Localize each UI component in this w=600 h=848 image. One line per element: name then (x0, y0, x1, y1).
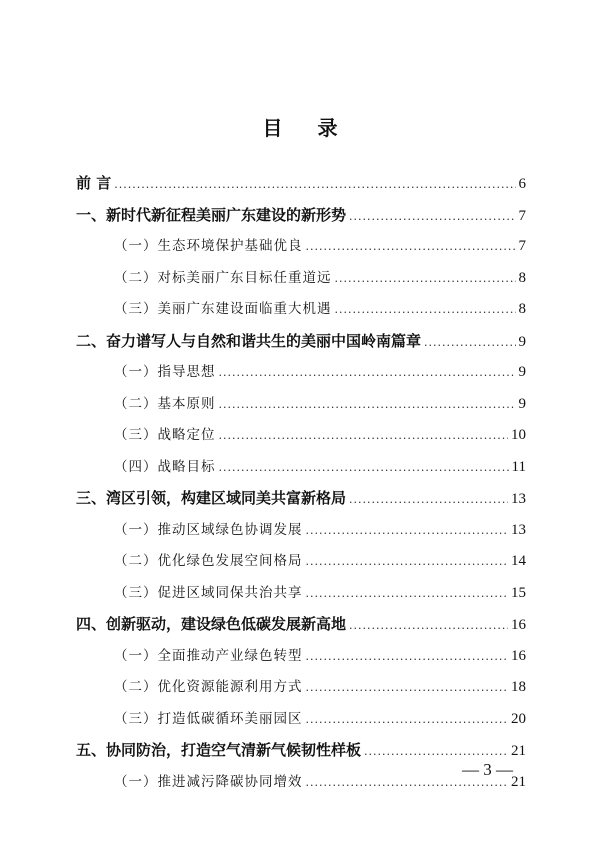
dot-leader (306, 641, 509, 673)
toc-entry-section-3[interactable] (76, 483, 526, 515)
toc-entry-1-3[interactable] (76, 294, 526, 326)
toc-entry-4-3[interactable] (76, 704, 526, 736)
toc-entry-page: 10 (511, 427, 526, 443)
toc-entry-page: 21 (511, 773, 526, 790)
dot-leader (219, 420, 509, 452)
toc-entry-4-2[interactable] (76, 672, 526, 704)
toc-entry-page: 16 (511, 647, 526, 664)
toc-title: 目 录 (262, 116, 352, 140)
toc-entry-page: 11 (511, 458, 526, 475)
toc-entry-label: （一）全面推动产业绿色转型 (114, 647, 303, 664)
dot-leader (306, 704, 509, 736)
dot-leader (306, 546, 509, 578)
toc-entry-5-1[interactable] (76, 767, 526, 799)
dot-leader (424, 327, 515, 359)
toc-entry-label: 一、新时代新征程美丽广东建设的新形势 (76, 205, 347, 224)
toc-entry-section-4[interactable] (76, 609, 526, 641)
table-of-contents (76, 168, 526, 798)
dot-leader (306, 231, 516, 263)
toc-entry-page: 13 (511, 521, 526, 538)
toc-entry-label: （二）优化资源能源利用方式 (114, 679, 303, 695)
toc-entry-preface[interactable] (76, 168, 526, 200)
dot-leader (306, 578, 509, 610)
dot-leader (335, 294, 516, 326)
toc-entry-3-1[interactable] (76, 515, 526, 547)
dot-leader (114, 169, 515, 201)
toc-entry-page: 21 (511, 743, 526, 759)
toc-entry-section-5[interactable] (76, 735, 526, 767)
dot-leader (349, 610, 508, 642)
toc-entry-1-1[interactable] (76, 231, 526, 263)
dot-leader (349, 484, 508, 516)
toc-entry-label: （三）促进区域同保共治共享 (114, 584, 303, 601)
dot-leader (349, 201, 515, 233)
toc-entry-page: 8 (518, 269, 526, 286)
dot-leader (306, 515, 509, 547)
toc-entry-page: 7 (518, 238, 526, 254)
toc-entry-page: 7 (518, 207, 526, 224)
toc-entry-label: （二）基本原则 (114, 395, 216, 412)
toc-entry-3-3[interactable] (76, 578, 526, 610)
toc-entry-label: （一）推进减污降碳协同增效 (114, 773, 303, 790)
toc-entry-1-2[interactable] (76, 263, 526, 295)
toc-entry-page: 14 (511, 553, 526, 569)
toc-entry-label: （一）指导思想 (114, 364, 216, 380)
toc-entry-3-2[interactable] (76, 546, 526, 578)
toc-entry-page: 9 (518, 364, 526, 380)
toc-entry-label: 前 言 (76, 174, 112, 192)
toc-entry-section-2[interactable] (76, 326, 526, 358)
toc-entry-2-4[interactable] (76, 452, 526, 484)
dot-leader (219, 389, 516, 421)
toc-entry-page: 9 (518, 333, 526, 350)
toc-entry-2-2[interactable] (76, 389, 526, 421)
toc-entry-label: （二）对标美丽广东目标任重道远 (114, 269, 332, 286)
toc-entry-4-1[interactable] (76, 641, 526, 673)
toc-entry-page: 18 (511, 679, 526, 695)
toc-entry-label: （三）打造低碳循环美丽园区 (114, 710, 303, 727)
dot-leader (219, 357, 516, 389)
toc-entry-page: 9 (518, 395, 526, 412)
toc-entry-page: 15 (511, 584, 526, 601)
toc-entry-label: （一）推动区域绿色协调发展 (114, 521, 303, 538)
toc-entry-label: 四、创新驱动，建设绿色低碳发展新高地 (76, 615, 347, 633)
toc-entry-page: 8 (518, 301, 526, 317)
toc-entry-label: （三）美丽广东建设面临重大机遇 (114, 301, 332, 317)
toc-entry-2-1[interactable] (76, 357, 526, 389)
toc-entry-label: （一）生态环境保护基础优良 (114, 238, 303, 254)
toc-entry-2-3[interactable] (76, 420, 526, 452)
toc-entry-label: （四）战略目标 (114, 458, 216, 475)
toc-entry-section-1[interactable] (76, 200, 526, 232)
toc-entry-label: （二）优化绿色发展空间格局 (114, 553, 303, 569)
dot-leader (219, 452, 509, 484)
toc-entry-page: 20 (511, 710, 526, 727)
toc-entry-label: 三、湾区引领，构建区域同美共富新格局 (76, 489, 347, 507)
toc-entry-page: 6 (518, 176, 526, 192)
toc-entry-label: （三）战略定位 (114, 427, 216, 443)
dot-leader (306, 672, 509, 704)
toc-entry-page: 16 (511, 617, 526, 633)
dot-leader (335, 263, 516, 295)
page-number: — 3 — (462, 760, 513, 779)
toc-entry-label: 五、协同防治，打造空气清新气候韧性样板 (76, 741, 362, 759)
toc-entry-page: 13 (511, 491, 526, 507)
toc-entry-label: 二、奋力谱写人与自然和谐共生的美丽中国岭南篇章 (76, 331, 422, 350)
